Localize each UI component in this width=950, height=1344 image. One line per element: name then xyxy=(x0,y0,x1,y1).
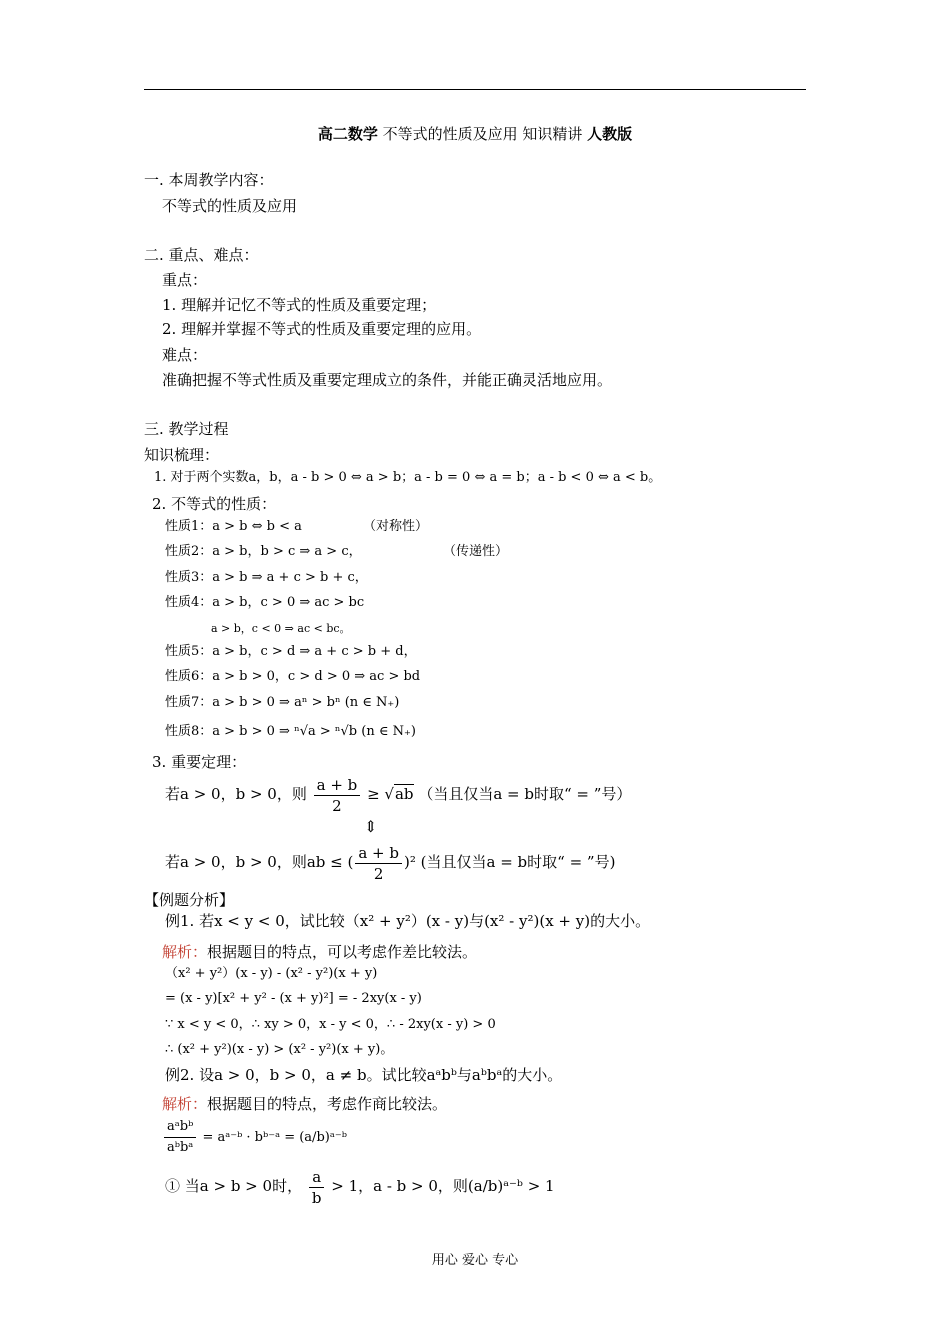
equivalence-arrow-icon: ⇕ xyxy=(364,817,378,836)
example-1-step-4: ∴ (x² + y²)(x - y) > (x² - y²)(x + y)。 xyxy=(165,1042,394,1057)
example-1-step-1: （x² + y²）(x - y) - (x² - y²)(x + y) xyxy=(165,966,378,981)
fraction-denominator: 2 xyxy=(373,864,384,883)
property-2: 性质2：a > b，b > c ⇒ a > c， xyxy=(165,544,362,559)
theorem-2-suffix: )² (当且仅当a = b时取“ = ”号) xyxy=(404,853,616,871)
properties-heading: 2. 不等式的性质： xyxy=(152,495,277,513)
section2-heading: 二. 重点、难点： xyxy=(144,246,259,264)
theorem-1-fraction xyxy=(314,775,361,816)
theorem-2 xyxy=(165,842,615,884)
section1-content: 不等式的性质及应用 xyxy=(162,197,298,215)
examples-heading: 【例题分析】 xyxy=(144,891,235,909)
case-1-fraction xyxy=(309,1167,325,1208)
example-1-step-3: ∵ x < y < 0，∴ xy > 0，x - y < 0，∴ - 2xy(x - y) > 0 xyxy=(165,1017,496,1032)
analysis-text: 根据题目的特点，可以考虑作差比较法。 xyxy=(207,943,478,961)
ratio-rhs: = aᵃ⁻ᵇ · bᵇ⁻ᵃ = (a/b)ᵃ⁻ᵇ xyxy=(202,1130,347,1145)
theorem-1: 若a > 0，b > 0，则 $\frac{a + b}{2}$ ≥ √ab （当且仅当a = b时取“ = ”号） xyxy=(165,775,632,815)
example-2-question: 例2. 设a > 0，b > 0，a ≠ b。试比较aᵃbᵇ与aᵇbᵃ的大小。 xyxy=(165,1066,563,1084)
property-3: 性质3：a > b ⇒ a + c > b + c， xyxy=(165,570,368,585)
document-title xyxy=(0,123,950,144)
property-8: 性质8：a > b > 0 ⇒ ⁿ√a > ⁿ√b (n ∈ N₊) xyxy=(165,724,416,739)
theorem-2-prefix: 若a > 0，b > 0，则ab ≤ ( xyxy=(165,853,354,871)
ratio-fraction xyxy=(164,1117,196,1158)
property-4: 性质4：a > b，c > 0 ⇒ ac > bc xyxy=(165,595,365,610)
property-5: 性质5：a > b，c > d ⇒ a + c > b + d， xyxy=(165,644,417,659)
example-2-case-1 xyxy=(165,1166,555,1208)
title-edition: 人教版 xyxy=(587,125,633,143)
theorem-1-suffix: （当且仅当a = b时取“ = ”号） xyxy=(418,785,632,803)
fraction-denominator: b xyxy=(311,1188,322,1207)
section3-heading: 三. 教学过程 xyxy=(144,420,229,438)
case-1-prefix: ① 当a > b > 0时， xyxy=(165,1177,303,1195)
key-points-label: 重点： xyxy=(162,271,208,289)
case-1-suffix: > 1，a - b > 0，则(a/b)ᵃ⁻ᵇ > 1 xyxy=(331,1177,555,1195)
example-1-analysis xyxy=(162,943,477,961)
property-7: 性质7：a > b > 0 ⇒ aⁿ > bⁿ (n ∈ N₊) xyxy=(165,695,400,710)
analysis-label: 解析： xyxy=(162,1095,208,1113)
theorem-1-prefix: 若a > 0，b > 0，则 xyxy=(165,785,307,803)
sqrt-radicand: ab xyxy=(394,785,414,803)
property-1-note: （对称性） xyxy=(363,519,429,534)
theorem-2-fraction xyxy=(355,843,402,884)
property-6: 性质6：a > b > 0，c > d > 0 ⇒ ac > bd xyxy=(165,669,421,684)
page-footer: 用心 爱心 专心 xyxy=(431,1253,519,1268)
theorems-heading: 3. 重要定理： xyxy=(152,753,247,771)
section1-heading: 一. 本周教学内容： xyxy=(144,171,274,189)
fraction-numerator: a + b xyxy=(314,775,361,796)
fraction-denominator: 2 xyxy=(332,796,342,815)
example-2-analysis xyxy=(162,1095,447,1113)
header-rule xyxy=(144,89,806,90)
analysis-label: 解析： xyxy=(162,943,208,961)
analysis-text: 根据题目的特点，考虑作商比较法。 xyxy=(207,1095,448,1113)
title-topic: 不等式的性质及应用 知识精讲 xyxy=(377,125,588,143)
real-number-comparison: 1. 对于两个实数a，b，a - b > 0 ⇔ a > b；a - b = 0 ⇔ a = b；a - b < 0 ⇔ a < b。 xyxy=(154,470,662,485)
example-1-question: 例1. 若x < y < 0，试比较（x² + y²）(x - y)与(x² - y²)(x + y)的大小。 xyxy=(165,912,651,930)
example-2-ratio xyxy=(162,1117,347,1158)
fraction-numerator: aᵃbᵇ xyxy=(164,1117,196,1138)
difficulty-label: 难点： xyxy=(162,346,208,364)
fraction-numerator: a + b xyxy=(355,843,402,864)
property-4-negative: a > b，c < 0 ⇒ ac < bc。 xyxy=(211,622,351,635)
fraction-numerator: a xyxy=(309,1167,324,1188)
title-subject: 高二数学 xyxy=(317,125,378,143)
property-1: 性质1：a > b ⇔ b < a xyxy=(165,519,302,534)
property-2-note: （传递性） xyxy=(443,544,509,559)
difficulty-text: 准确把握不等式性质及重要定理成立的条件，并能正确灵活地应用。 xyxy=(162,371,613,389)
example-1-step-2: = (x - y)[x² + y² - (x + y)²] = - 2xy(x - y) xyxy=(165,991,422,1006)
summary-label: 知识梳理： xyxy=(144,446,220,464)
relation-symbol: ≥ xyxy=(367,785,380,803)
key-point-2: 2. 理解并掌握不等式的性质及重要定理的应用。 xyxy=(162,320,482,338)
key-point-1: 1. 理解并记忆不等式的性质及重要定理； xyxy=(162,296,437,314)
fraction-denominator: aᵇbᵃ xyxy=(167,1140,194,1155)
